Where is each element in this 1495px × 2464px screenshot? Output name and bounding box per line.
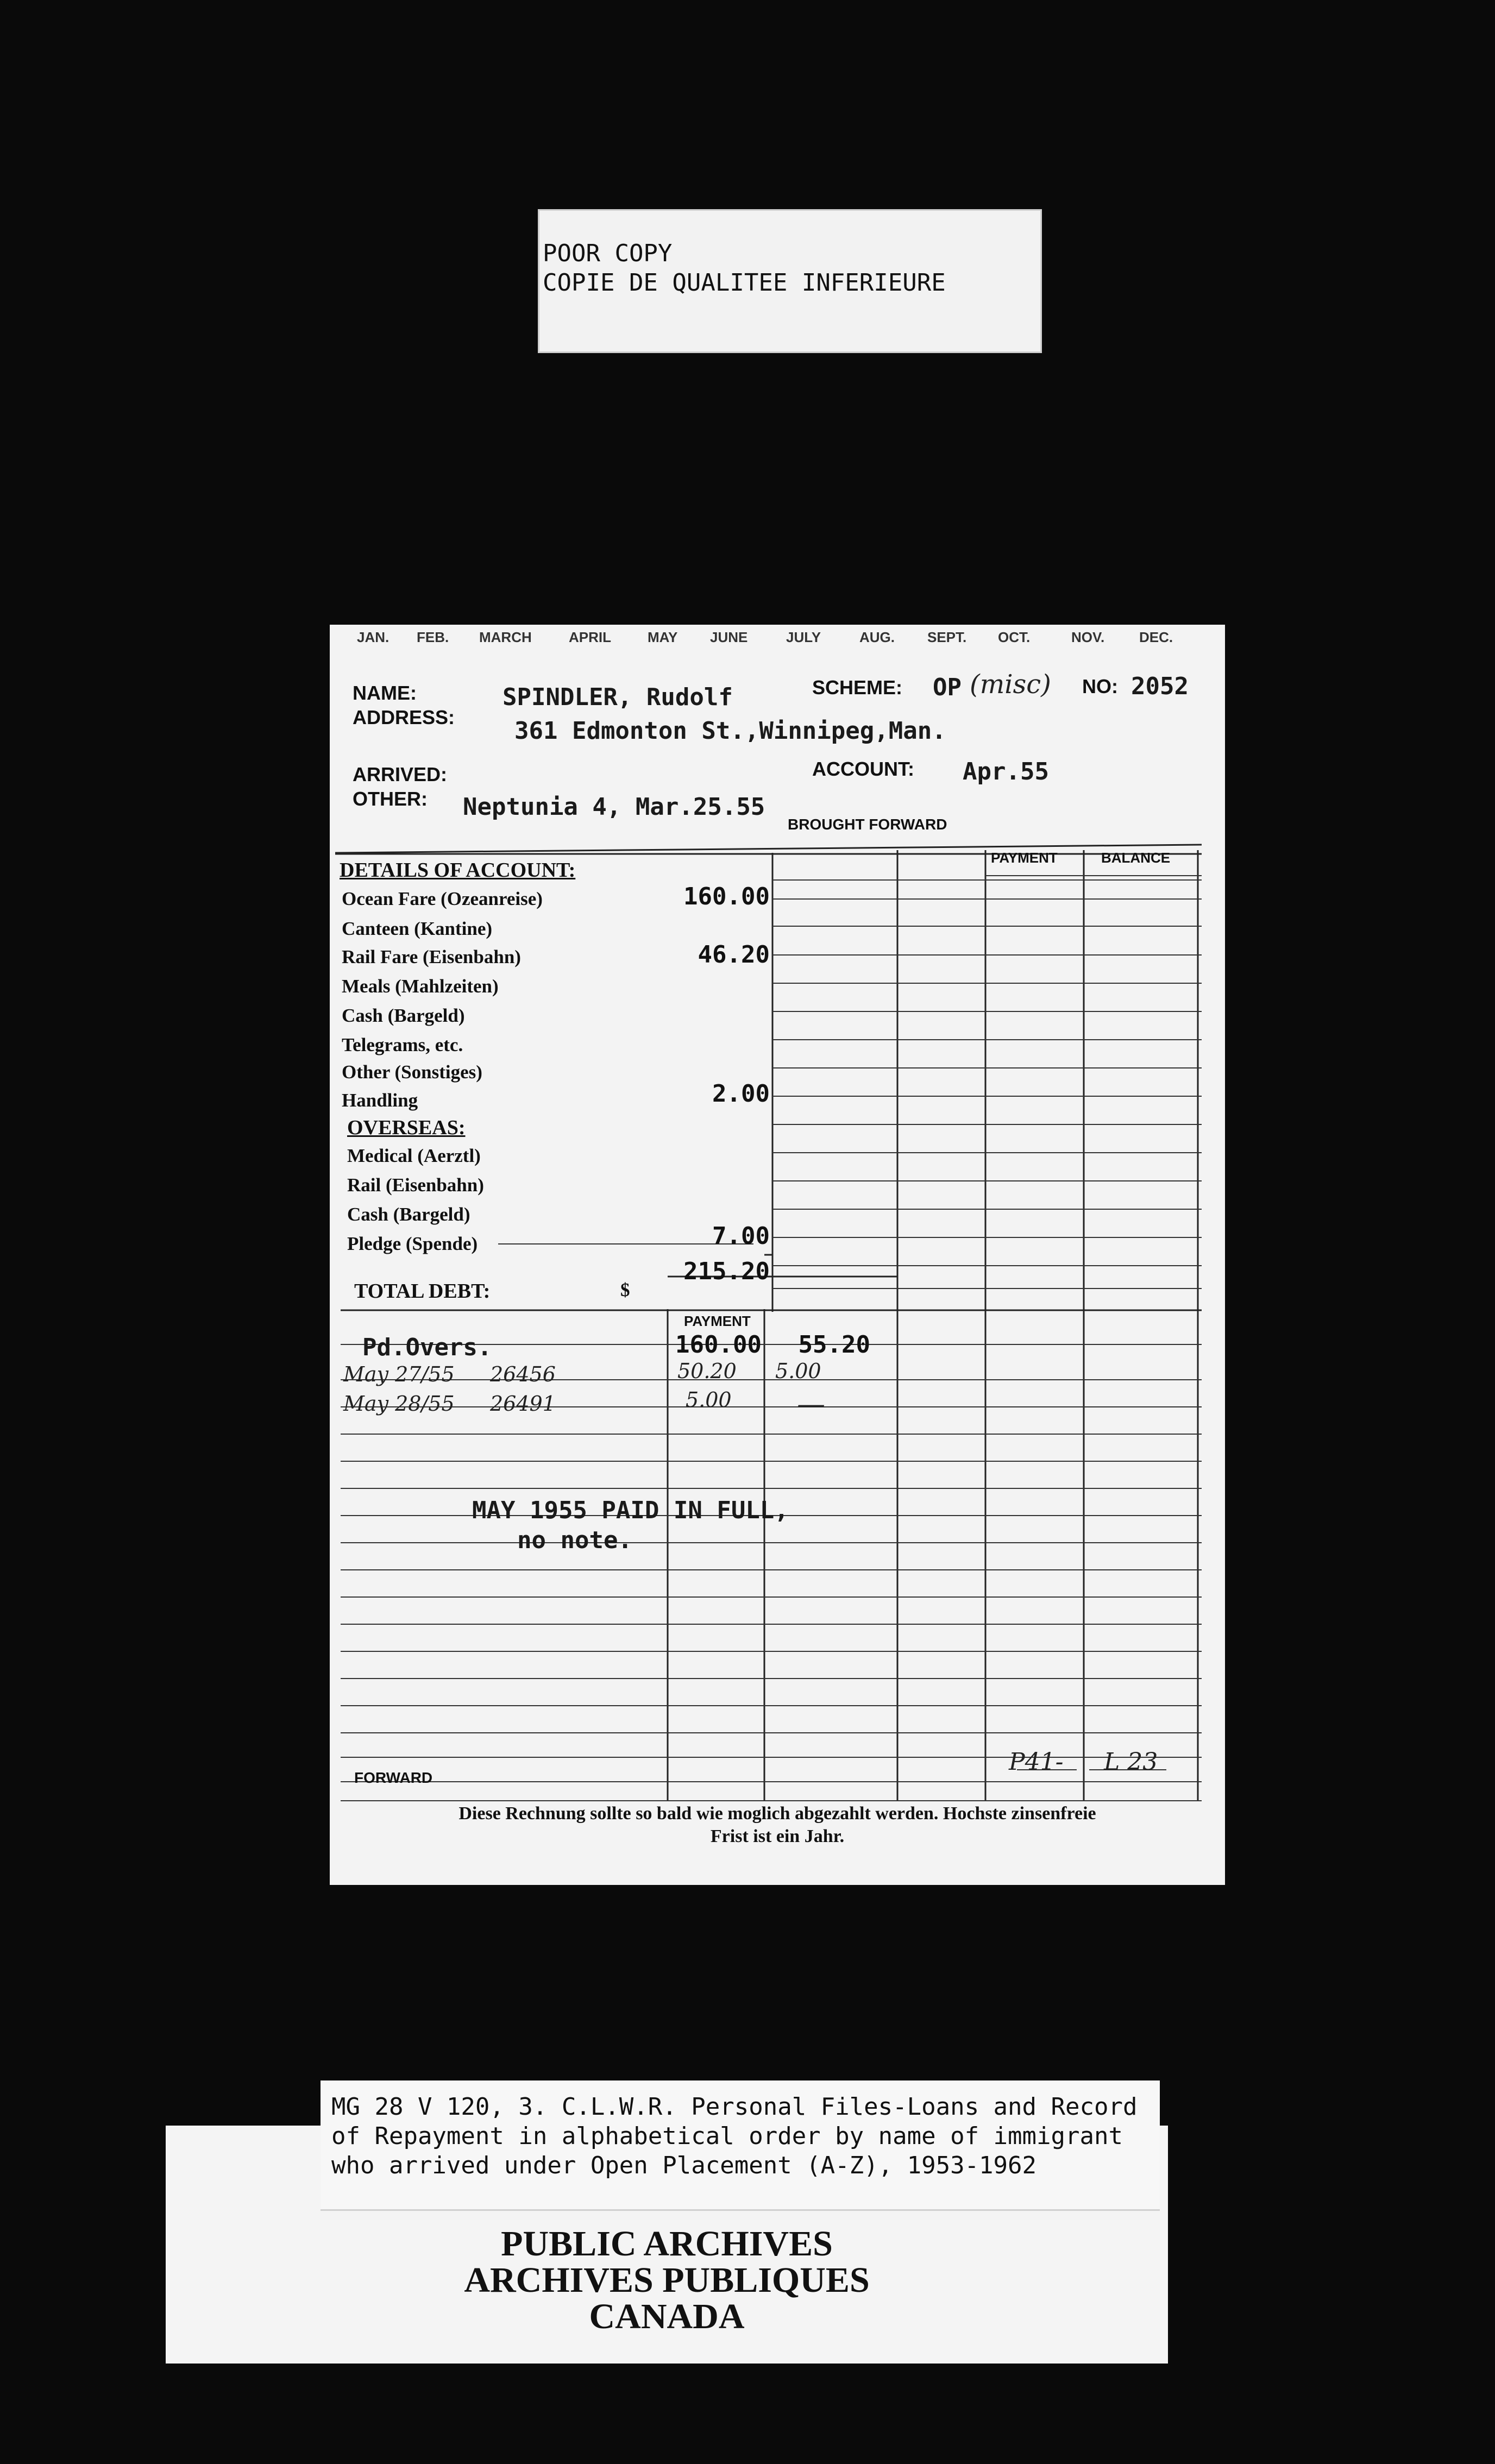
payment-row-2-date: May 27/55	[343, 1362, 455, 1386]
item-handling: Handling	[342, 1090, 418, 1111]
reference-line-1: MG 28 V 120, 3. C.L.W.R. Personal Files-Loans and Record	[331, 2093, 1138, 2121]
address-label: ADDRESS:	[353, 706, 455, 728]
payment-row-1-date: Pd.Overs.	[362, 1334, 492, 1361]
number-value: 2052	[1131, 672, 1189, 700]
payment-row-2-ref: 26456	[490, 1362, 556, 1386]
month-aug: AUG.	[859, 629, 895, 645]
paid-in-full-note: MAY 1955 PAID IN FULL,	[472, 1497, 789, 1524]
item-canteen: Canteen (Kantine)	[342, 918, 493, 939]
scheme-label: SCHEME:	[812, 676, 903, 699]
item-other: Other (Sonstiges)	[342, 1061, 482, 1083]
amount-handling: 2.00	[712, 1080, 770, 1108]
no-note-text: no note.	[517, 1526, 632, 1554]
total-debt-label: TOTAL DEBT:	[354, 1280, 491, 1303]
scheme-handwritten: (misc)	[970, 669, 1051, 700]
overseas-heading: OVERSEAS:	[347, 1116, 466, 1139]
payment-row-3-ref: 26491	[490, 1392, 556, 1416]
month-may: MAY	[648, 629, 678, 645]
details-heading: DETAILS OF ACCOUNT:	[340, 859, 576, 882]
month-nov: NOV.	[1071, 629, 1105, 645]
payment-row-2-payment: 50.20	[677, 1359, 737, 1383]
account-card	[330, 625, 1225, 1885]
archives-line-2: ARCHIVES PUBLIQUES	[464, 2260, 870, 2300]
brought-forward: BROUGHT FORWARD	[788, 816, 947, 833]
poor-copy-line-2: COPIE DE QUALITEE INFERIEURE	[543, 269, 946, 297]
payment-row-2-balance: 5.00	[775, 1359, 821, 1383]
month-oct: OCT.	[998, 629, 1031, 645]
archives-line-3: CANADA	[589, 2297, 745, 2336]
item-cash: Cash (Bargeld)	[342, 1005, 465, 1026]
amount-ocean-fare: 160.00	[683, 883, 770, 910]
reference-line-3: who arrived under Open Placement (A-Z), 1953-1962	[331, 2152, 1037, 2179]
ledger-grid	[330, 625, 1225, 1885]
month-feb: FEB.	[417, 629, 449, 645]
name-label: NAME:	[353, 682, 417, 704]
payment-subheader: PAYMENT	[684, 1313, 751, 1329]
payment-row-3-date: May 28/55	[343, 1392, 455, 1416]
month-jul: JULY	[786, 629, 821, 645]
item-meals: Meals (Mahlzeiten)	[342, 976, 499, 997]
item-overseas-cash: Cash (Bargeld)	[347, 1204, 470, 1225]
month-sep: SEPT.	[927, 629, 967, 645]
payment-row-3-payment: 5.00	[686, 1388, 732, 1412]
folio-handwritten-1: P41-	[1009, 1748, 1064, 1776]
item-telegrams: Telegrams, etc.	[342, 1034, 463, 1055]
balance-column-header: BALANCE	[1101, 850, 1171, 866]
payment-row-1-payment: 160.00	[675, 1331, 762, 1359]
total-debt-amount: 215.20	[683, 1258, 770, 1285]
payment-column-header: PAYMENT	[991, 850, 1058, 866]
account-value: Apr.55	[963, 758, 1049, 785]
other-label: OTHER:	[353, 788, 428, 810]
arrived-label: ARRIVED:	[353, 763, 448, 785]
item-medical: Medical (Aerztl)	[347, 1145, 481, 1166]
scheme-value: OP	[933, 674, 962, 701]
amount-rail-fare: 46.20	[698, 941, 770, 969]
archives-stamp	[166, 2222, 1168, 2347]
footer-line-1: Diese Rechnung sollte so bald wie moglich abgezahlt werden. Hochste zinsenfreie	[458, 1803, 1096, 1824]
payment-row-1-balance: 55.20	[798, 1331, 870, 1359]
month-dec: DEC.	[1139, 629, 1173, 645]
other-value: Neptunia 4, Mar.25.55	[463, 793, 765, 821]
poor-copy-label	[538, 209, 1042, 353]
month-jun: JUNE	[710, 629, 748, 645]
dollar-sign: $	[620, 1279, 630, 1300]
month-apr: APRIL	[569, 629, 611, 645]
item-ocean-fare: Ocean Fare (Ozeanreise)	[342, 888, 543, 909]
folio-handwritten-2: L 23	[1104, 1748, 1158, 1776]
number-label: NO:	[1082, 675, 1118, 697]
reference-line-2: of Repayment in alphabetical order by name of immigrant	[331, 2122, 1123, 2150]
item-overseas-rail: Rail (Eisenbahn)	[347, 1174, 484, 1196]
address-value: 361 Edmonton St.,Winnipeg,Man.	[514, 717, 946, 745]
footer-line-2: Frist ist ein Jahr.	[710, 1826, 845, 1846]
month-jan: JAN.	[357, 629, 390, 645]
item-rail-fare: Rail Fare (Eisenbahn)	[342, 946, 521, 967]
month-mar: MARCH	[479, 629, 532, 645]
reference-label	[321, 2080, 1160, 2211]
archives-line-1: PUBLIC ARCHIVES	[501, 2224, 833, 2264]
payment-row-3-balance: —	[797, 1388, 825, 1420]
account-label: ACCOUNT:	[812, 758, 914, 780]
item-pledge: Pledge (Spende)	[347, 1233, 478, 1254]
amount-pledge: 7.00	[712, 1222, 770, 1250]
poor-copy-line-1: POOR COPY	[543, 240, 673, 267]
name-value: SPINDLER, Rudolf	[502, 683, 733, 711]
forward-label: FORWARD	[354, 1769, 433, 1786]
